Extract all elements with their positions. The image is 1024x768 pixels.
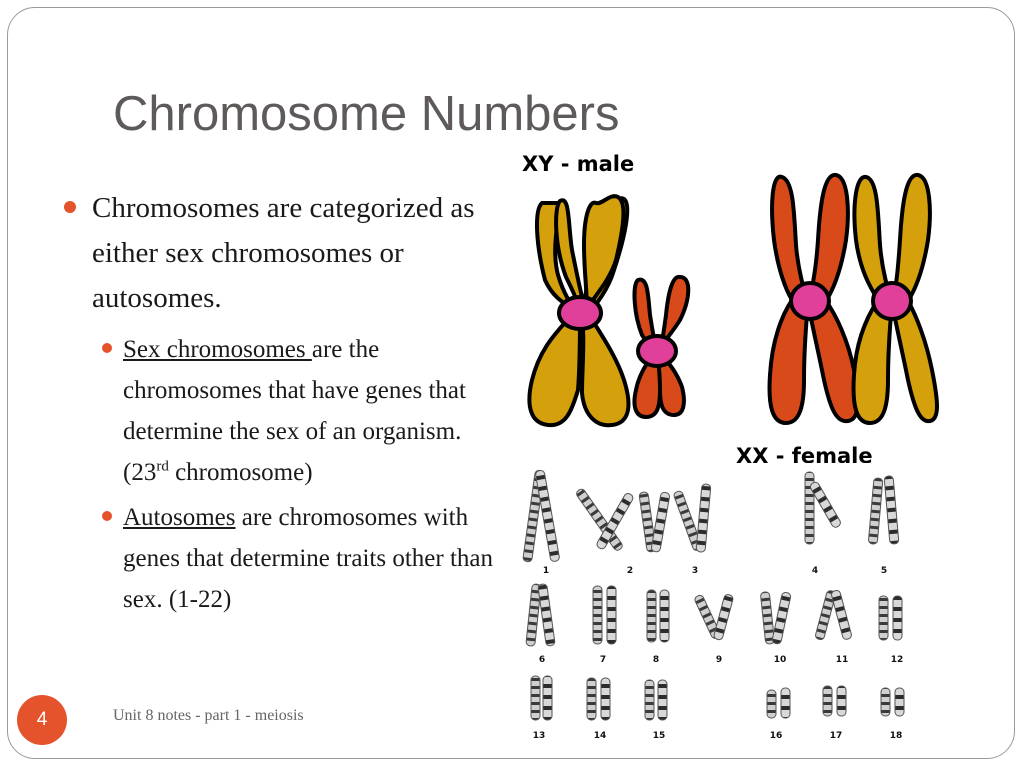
centromere-x-female-2 (873, 283, 911, 319)
label-xx-female: XX - female (736, 444, 873, 463)
autosomes-text: are chromosomes with genes that determine traits other than sex. (1-22) (123, 504, 494, 613)
karyotype-number: 12 (890, 655, 904, 665)
sex-chromosomes-text-a: are the chromosomes that have genes that determine the sex of an organism. (23 (123, 336, 466, 486)
karyotype-number: 6 (538, 655, 546, 665)
label-xy-male: XY - male (522, 152, 635, 176)
karyotype-number: 8 (652, 655, 660, 665)
karyotype-number: 18 (889, 731, 903, 741)
page-number-badge (17, 695, 67, 745)
karyotype-number: 16 (769, 731, 783, 741)
bullet-main (60, 186, 510, 321)
karyotype-number: 15 (652, 731, 666, 741)
karyotype-number: 10 (773, 655, 787, 665)
centromere-y (638, 336, 676, 366)
term-sex-chromosomes: Sex chromosomes (123, 336, 312, 363)
karyotype-number: 7 (599, 655, 607, 665)
karyotype-number: 2 (626, 566, 634, 576)
karyotype-number: 14 (593, 731, 607, 741)
centromere-x-female-1 (791, 283, 829, 319)
karyotype-number: 11 (835, 655, 849, 665)
bullet-sex-chromosomes (60, 329, 510, 493)
sex-chromosomes-text-b: chromosome) (168, 459, 313, 486)
karyotype-image (515, 462, 915, 747)
karyotype-number: 4 (811, 566, 819, 576)
bullet-main-text: Chromosomes are categorized as either sex chromosomes or autosomes. (92, 192, 475, 314)
superscript-rd: rd (156, 458, 169, 475)
term-autosomes: Autosomes (123, 504, 236, 531)
karyotype-number: 9 (715, 655, 723, 665)
karyotype-number: 13 (532, 731, 546, 741)
karyotype-number: 5 (880, 566, 888, 576)
slide-title: Chromosome Numbers (113, 87, 620, 141)
footer-text: Unit 8 notes - part 1 - meiosis (113, 707, 304, 724)
centromere-x-male (559, 297, 601, 329)
chromosome-illustration (520, 165, 940, 435)
page-number: 4 (36, 709, 48, 730)
karyotype-number: 3 (691, 566, 699, 576)
bullet-list (60, 186, 510, 620)
bullet-autosomes (60, 497, 510, 620)
karyotype-number: 1 (542, 566, 550, 576)
karyotype-number: 17 (829, 731, 843, 741)
